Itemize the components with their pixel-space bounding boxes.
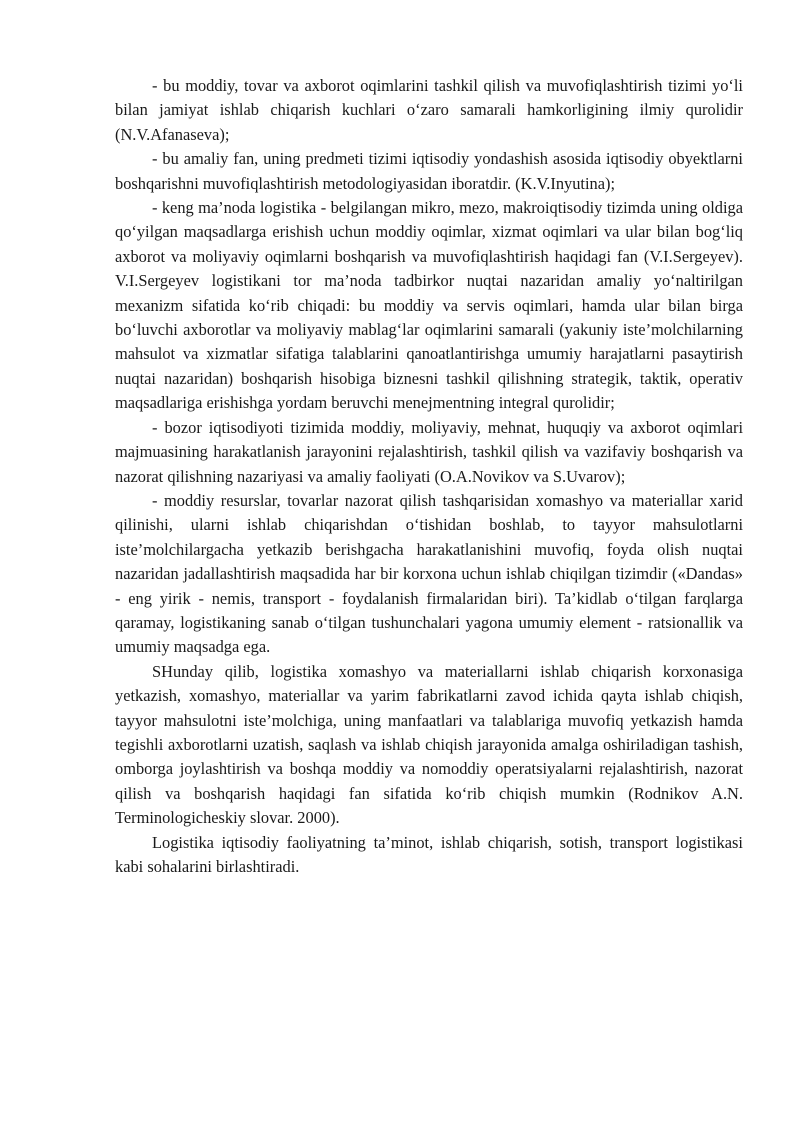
paragraph-dandas-definition: - moddiy resurslar, tovarlar nazorat qilish tashqarisidan xomashyo va materiallar xarid qilinishi, ularni ishlab chiqarishdan o‘tishidan boshlab, to tayyor mahsulotlarni iste’molchilargacha yetkazib berishgacha harakatlanishini muvofiq, foyda olish nuqtai nazaridan jadallashtirish maqsadida har bir korxona uchun ishlab chiqilgan tizimdir («Dandas» - eng yirik - nemis, transport - foydalanish firmalaridan biri). Ta’kidlab o‘tilgan farqlarga qaramay, logistikaning sanab o‘tilgan tushunchalari yagona umumiy element - ratsionallik va umumiy maqsadga ega.	[115, 490, 743, 657]
paragraph-novikov-uvarov-definition: - bozor iqtisodiyoti tizimida moddiy, moliyaviy, mehnat, huquqiy va axborot oqimlari majmuasining harakatlanish jarayonini rejalashtirish, tashkil qilish va vazifaviy boshqarish va nazorat qilishning nazariyasi va amaliy faoliyati (O.A.Novikov va S.Uvarov);	[115, 417, 743, 486]
paragraph-summary: SHunday qilib, logistika xomashyo va materiallarni ishlab chiqarish korxonasiga yetkazish, xomashyo, materiallar va yarim fabrikatlarni zavod ichida qayta ishlab chiqish, tayyor mahsulotni iste’molchiga, uning manfaatlari va talablariga muvofiq yetkazish hamda tegishli axborotlarni uzatish, saqlash va ishlab chiqish jarayonida amalga oshiriladigan tashish, omborga joylashtirish va boshqa moddiy va nomoddiy operatsiyalarni rejalashtirish, nazorat qilish va boshqarish haqidagi fan sifatida ko‘rib chiqish mumkin (Rodnikov A.N. Terminologicheskiy slovar. 2000).	[115, 661, 743, 828]
paragraph-logistics-areas: Logistika iqtisodiy faoliyatning ta’minot, ishlab chiqarish, sotish, transport logistikasi kabi sohalarini birlashtiradi.	[115, 832, 743, 876]
document-page	[115, 74, 743, 879]
paragraph-inyutina-definition: - bu amaliy fan, uning predmeti tizimi iqtisodiy yondashish asosida iqtisodiy obyektlarni boshqarishni muvofiqlashtirish metodologiyasidan iboratdir. (K.V.Inyutina);	[115, 149, 743, 193]
paragraph-sergeyev-definition: - keng ma’noda logistika - belgilangan mikro, mezo, makroiqtisodiy tizimda uning oldiga qo‘yilgan maqsadlarga erishish uchun moddiy oqimlar, xizmat oqimlari va ular bilan bog‘liq axborot va moliyaviy oqimlarni boshqarish va muvofiqlashtirish haqidagi fan (V.I.Sergeyev). V.I.Sergeyev logistikani tor ma’noda tadbirkor nuqtai nazaridan amaliy yo‘naltirilgan mexanizm sifatida ko‘rib chiqadi: bu moddiy va servis oqimlari, hamda ular bilan birga bo‘luvchi axborotlar va moliyaviy mablag‘lar oqimlarini samarali (yakuniy iste’molchilarning mahsulot va xizmatlar sifatiga talablarini qanoatlantirishga umumiy harajatlarni pasaytirish nuqtai nazaridan) boshqarish hisobiga biznesni tashkil qilishning strategik, taktik, operativ maqsadlariga erishishga yordam beruvchi menejmentning integral qurolidir;	[115, 198, 743, 413]
paragraph-afanaseva-definition: - bu moddiy, tovar va axborot oqimlarini tashkil qilish va muvofiqlashtirish tizimi yo‘li bilan jamiyat ishlab chiqarish kuchlari o‘zaro samarali hamkorligining ilmiy qurolidir (N.V.Afanaseva);	[115, 76, 743, 144]
